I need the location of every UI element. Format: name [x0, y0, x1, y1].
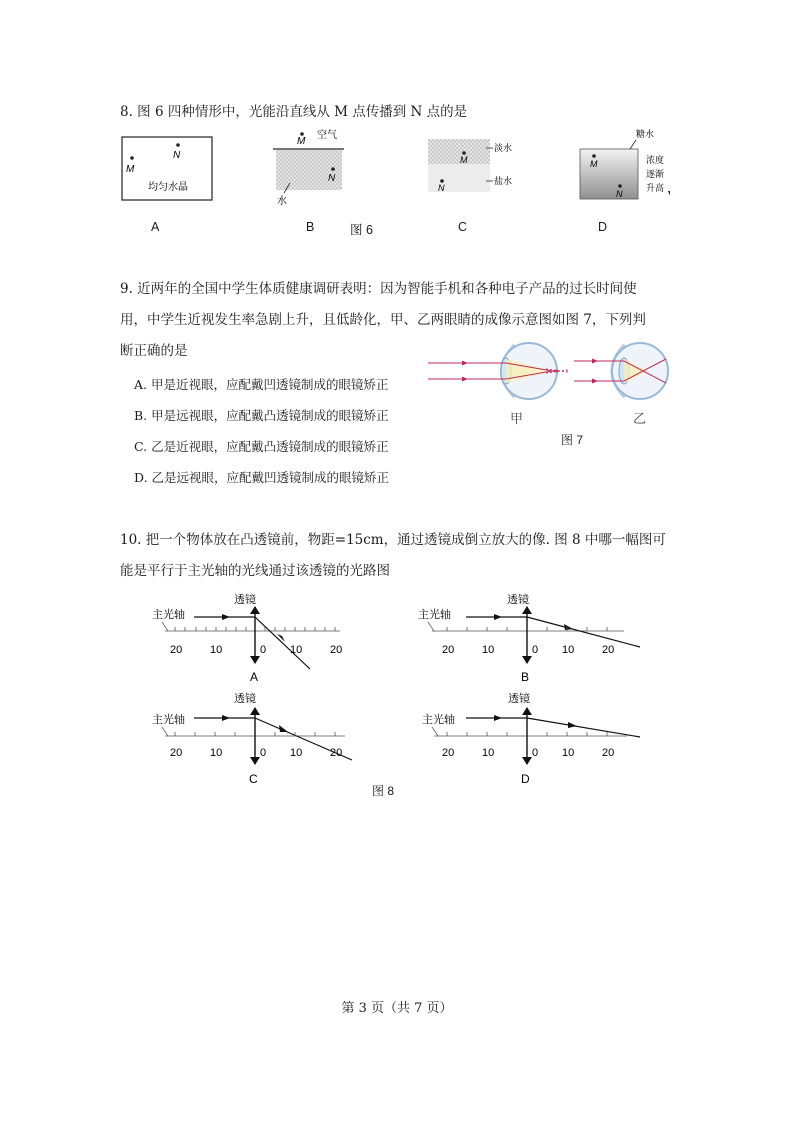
eye-label-jia: 甲	[510, 411, 524, 426]
fig8a-letter: A	[250, 670, 259, 684]
q8-stem: 8. 图 6 四种情形中，光能沿直线从 M 点传播到 N 点的是	[120, 104, 468, 120]
fig8d-letter: D	[521, 772, 530, 786]
fig6-letter-a: A	[151, 220, 160, 234]
q9-option-c: C. 乙是近视眼，应配戴凸透镜制成的眼镜矫正	[134, 439, 389, 454]
fig6a-point-m: M	[126, 164, 135, 175]
q9-option-a: A. 甲是近视眼，应配戴凹透镜制成的眼镜矫正	[134, 377, 389, 392]
fig8c-tick-10l: 10	[210, 747, 223, 759]
fig8c-lens-label: 透镜	[234, 693, 256, 705]
fig6c-point-n: N	[438, 183, 445, 193]
figure-7	[428, 337, 698, 452]
fig8d-tick-0: 0	[532, 747, 539, 759]
fig6c-fresh: 淡水	[494, 143, 513, 153]
fig6b-water: 水	[277, 196, 287, 205]
fig8d-tick-10l: 10	[482, 747, 495, 759]
fig6d-side-2: 逐渐	[646, 169, 665, 179]
fig6d-point-m: M	[590, 159, 598, 169]
q9-stem-line3: 断正确的是	[120, 343, 188, 359]
fig8b-tick-0: 0	[532, 644, 539, 656]
fig7-caption: 图 7	[561, 433, 584, 447]
fig8d-tick-20l: 20	[442, 747, 455, 759]
fig8b-tick-10r: 10	[562, 644, 575, 656]
fig8a-axis-label: 主光轴	[152, 609, 185, 621]
fig6c-point-m: M	[460, 155, 468, 165]
fig6b-point-n: N	[328, 173, 336, 184]
fig6a-point-n: N	[173, 150, 181, 161]
q10-stem-line2: 能是平行于主光轴的光线通过该透镜的光路图	[120, 563, 390, 579]
q10-stem-line1: 10. 把一个物体放在凸透镜前，物距=15cm，通过透镜成倒立放大的像. 图 8 中哪一幅图可	[120, 532, 666, 548]
fig8-diagram-d	[422, 691, 640, 786]
fig6c-salt: 盐水	[494, 176, 513, 186]
fig6d-sugar: 糖水	[636, 129, 655, 139]
fig8b-tick-10l: 10	[482, 644, 495, 656]
fig8b-axis-label: 主光轴	[418, 609, 451, 621]
figure-8	[140, 585, 670, 800]
fig8-caption: 图 8	[372, 784, 395, 798]
fig8d-lens-label: 透镜	[508, 693, 530, 705]
fig8c-tick-0: 0	[260, 747, 267, 759]
fig6-panel-c	[428, 139, 512, 193]
eye-jia	[428, 343, 568, 399]
fig8c-tick-20l: 20	[170, 747, 183, 759]
q9-stem-line2: 用，中学生近视发生率急剧上升，且低龄化，甲、乙两眼睛的成像示意图如图 7，下列判	[120, 312, 646, 328]
fig8a-tick-10r: 10	[290, 644, 303, 656]
fig6d-point-n: N	[616, 189, 623, 199]
fig8a-tick-20l: 20	[170, 644, 183, 656]
fig8c-axis-label: 主光轴	[152, 714, 185, 726]
fig8c-tick-10r: 10	[290, 747, 303, 759]
fig6d-side-1: 浓度	[646, 155, 665, 165]
fig8b-tick-20l: 20	[442, 644, 455, 656]
fig8a-tick-10l: 10	[210, 644, 223, 656]
fig8c-tick-20r: 20	[330, 747, 343, 759]
fig8b-lens-label: 透镜	[507, 594, 529, 606]
page-footer: 第 3 页（共 7 页）	[341, 1001, 453, 1016]
fig8b-tick-20r: 20	[602, 644, 615, 656]
fig8d-tick-10r: 10	[562, 747, 575, 759]
fig6-letter-c: C	[458, 220, 468, 234]
fig6-caption: 图 6	[350, 223, 373, 237]
fig8-diagram-c	[152, 691, 352, 786]
q9-option-d: D. 乙是远视眼，应配戴凹透镜制成的眼镜矫正	[134, 470, 390, 485]
fig6a-medium: 均匀水晶	[148, 182, 188, 193]
fig8a-tick-20r: 20	[330, 644, 343, 656]
fig8b-letter: B	[521, 670, 530, 684]
fig8c-letter: C	[249, 772, 258, 786]
fig6-letter-d: D	[598, 220, 608, 234]
fig8d-axis-label: 主光轴	[422, 714, 455, 726]
fig6-panel-d	[580, 128, 670, 199]
fig6-letter-b: B	[306, 220, 315, 234]
fig6b-air: 空气	[317, 130, 337, 141]
fig8a-lens-label: 透镜	[234, 594, 256, 606]
figure-6	[110, 125, 670, 205]
q9-option-b: B. 甲是远视眼，应配戴凸透镜制成的眼镜矫正	[134, 408, 389, 423]
eye-label-yi: 乙	[633, 411, 647, 426]
fig6-panel-a	[122, 137, 212, 200]
eye-yi	[574, 343, 668, 399]
fig8d-tick-20r: 20	[602, 747, 615, 759]
fig6d-side-3: 升高	[646, 183, 665, 193]
fig8-diagram-b	[418, 592, 640, 684]
fig8a-tick-0: 0	[260, 644, 267, 656]
q9-stem-line1: 9. 近两年的全国中学生体质健康调研表明：因为智能手机和各种电子产品的过长时间使	[120, 281, 637, 297]
fig6-panel-b	[273, 128, 344, 205]
fig8-diagram-a	[152, 592, 342, 684]
fig6b-point-m: M	[297, 136, 306, 147]
